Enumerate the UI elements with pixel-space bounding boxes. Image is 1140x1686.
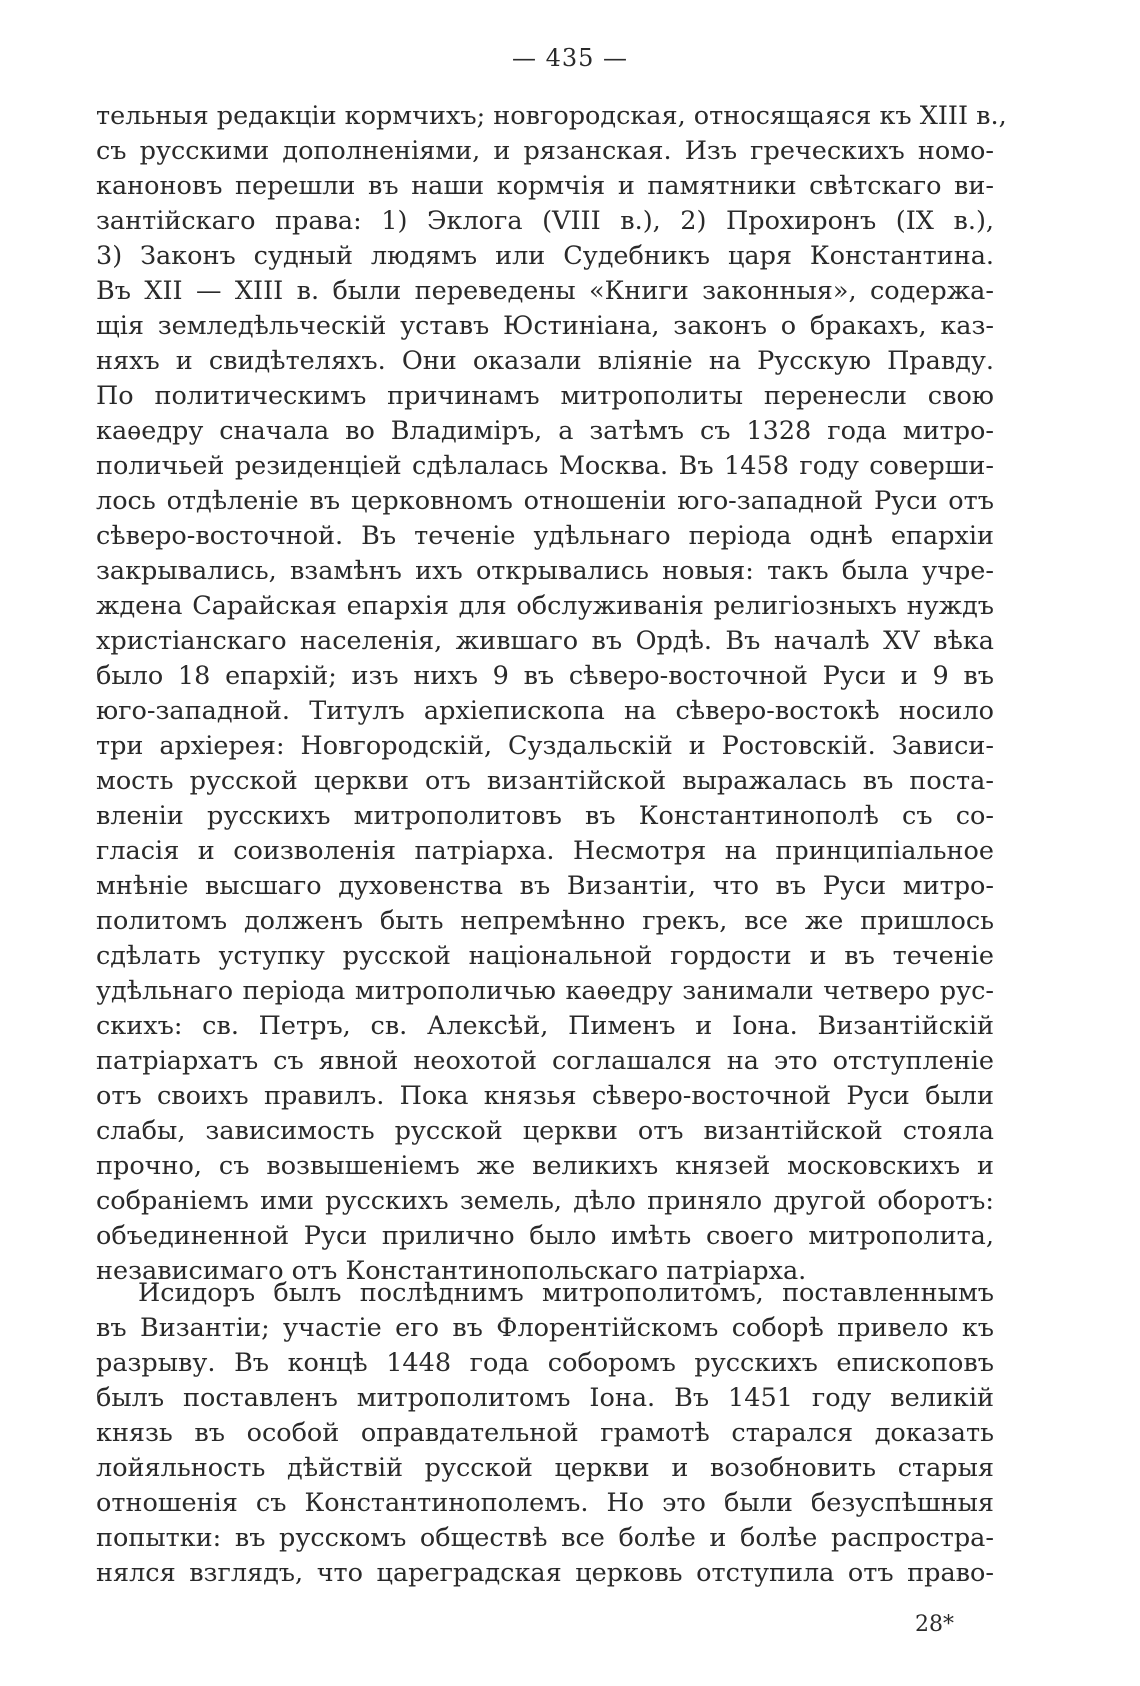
text-line: мость русской церкви отъ византійской выражалась въ поста- xyxy=(96,766,994,796)
text-line: сдѣлать уступку русской національной гордости и въ теченіе xyxy=(96,941,994,971)
page-number: — 435 — xyxy=(511,44,629,72)
text-line: 3) Законъ судный людямъ или Судебникъ царя Константина. xyxy=(96,241,994,271)
text-line: отношенія съ Константинополемъ. Но это были безуспѣшныя xyxy=(96,1488,994,1518)
text-line: политомъ долженъ быть непремѣнно грекъ, все же пришлось xyxy=(96,906,994,936)
text-line: каноновъ перешли въ наши кормчія и памятники свѣтскаго ви- xyxy=(96,171,994,201)
signature-mark: 28* xyxy=(915,1612,954,1637)
text-line: Въ XII — XIII в. были переведены «Книги законныя», содержа- xyxy=(96,276,994,306)
text-line: объединенной Руси прилично было имѣть своего митрополита, xyxy=(96,1221,994,1251)
text-line: По политическимъ причинамъ митрополиты перенесли свою xyxy=(96,381,994,411)
text-line: Исидоръ былъ послѣднимъ митрополитомъ, поставленнымъ xyxy=(138,1278,994,1308)
paragraph-2 xyxy=(96,1276,994,1591)
text-line: закрывались, взамѣнъ ихъ открывались новыя: такъ была учре- xyxy=(96,556,994,586)
text-line: отъ своихъ правилъ. Пока князья сѣверо-восточной Руси были xyxy=(96,1081,994,1111)
text-line: нялся взглядъ, что цареградская церковь отступила отъ право- xyxy=(96,1558,994,1588)
text-line: патріархатъ съ явной неохотой соглашался на это отступленіе xyxy=(96,1046,994,1076)
text-line: удѣльнаго періода митрополичью каѳедру занимали четверо рус- xyxy=(96,976,994,1006)
text-line: слабы, зависимость русской церкви отъ византійской стояла xyxy=(96,1116,994,1146)
text-line: гласія и соизволенія патріарха. Несмотря на принципіальное xyxy=(96,836,994,866)
text-line: прочно, съ возвышеніемъ же великихъ князей московскихъ и xyxy=(96,1151,994,1181)
text-line: скихъ: св. Петръ, св. Алексѣй, Пименъ и Іона. Византійскій xyxy=(96,1011,994,1041)
text-line: былъ поставленъ митрополитомъ Іона. Въ 1451 году великій xyxy=(96,1383,994,1413)
text-line: попытки: въ русскомъ обществѣ все болѣе и болѣе распростра- xyxy=(96,1523,994,1553)
text-line: три архіерея: Новгородскій, Суздальскій и Ростовскій. Зависи- xyxy=(96,731,994,761)
text-line: было 18 епархій; изъ нихъ 9 въ сѣверо-восточной Руси и 9 въ xyxy=(96,661,994,691)
text-line: няхъ и свидѣтеляхъ. Они оказали вліяніе на Русскую Правду. xyxy=(96,346,994,376)
text-line: въ Византіи; участіе его въ Флорентійскомъ соборѣ привело къ xyxy=(96,1313,994,1343)
text-line: лось отдѣленіе въ церковномъ отношеніи юго-западной Руси отъ xyxy=(96,486,994,516)
text-line: поличьей резиденціей сдѣлалась Москва. Въ 1458 году соверши- xyxy=(96,451,994,481)
paragraph-1 xyxy=(96,99,1007,1289)
text-line: зантійскаго права: 1) Эклога (VIII в.), 2) Прохиронъ (IX в.), xyxy=(96,206,994,236)
text-line: независимаго отъ Константинопольскаго патріарха. xyxy=(96,1256,807,1286)
text-line: каѳедру сначала во Владиміръ, а затѣмъ съ 1328 года митро- xyxy=(96,416,994,446)
text-line: тельныя редакціи кормчихъ; новгородская, относящаяся къ XIII в., xyxy=(96,101,1007,131)
text-line: сѣверо-восточной. Въ теченіе удѣльнаго періода однѣ епархіи xyxy=(96,521,994,551)
text-line: христіанскаго населенія, жившаго въ Ордѣ. Въ началѣ XV вѣка xyxy=(96,626,994,656)
text-line: съ русскими дополненіями, и рязанская. Изъ греческихъ номо- xyxy=(96,136,994,166)
text-line: юго-западной. Титулъ архіепископа на сѣверо-востокѣ носило xyxy=(96,696,994,726)
text-line: разрыву. Въ концѣ 1448 года соборомъ русскихъ епископовъ xyxy=(96,1348,994,1378)
text-line: щія земледѣльческій уставъ Юстиніана, законъ о бракахъ, каз- xyxy=(96,311,994,341)
text-line: мнѣніе высшаго духовенства въ Византіи, что въ Руси митро- xyxy=(96,871,994,901)
text-line: собраніемъ ими русскихъ земель, дѣло приняло другой оборотъ: xyxy=(96,1186,994,1216)
text-line: вленіи русскихъ митрополитовъ въ Константинополѣ съ со- xyxy=(96,801,994,831)
text-line: ждена Сарайская епархія для обслуживанія религіозныхъ нуждъ xyxy=(96,591,994,621)
text-line: лойяльность дѣйствій русской церкви и возобновить старыя xyxy=(96,1453,994,1483)
text-line: князь въ особой оправдательной грамотѣ старался доказать xyxy=(96,1418,994,1448)
